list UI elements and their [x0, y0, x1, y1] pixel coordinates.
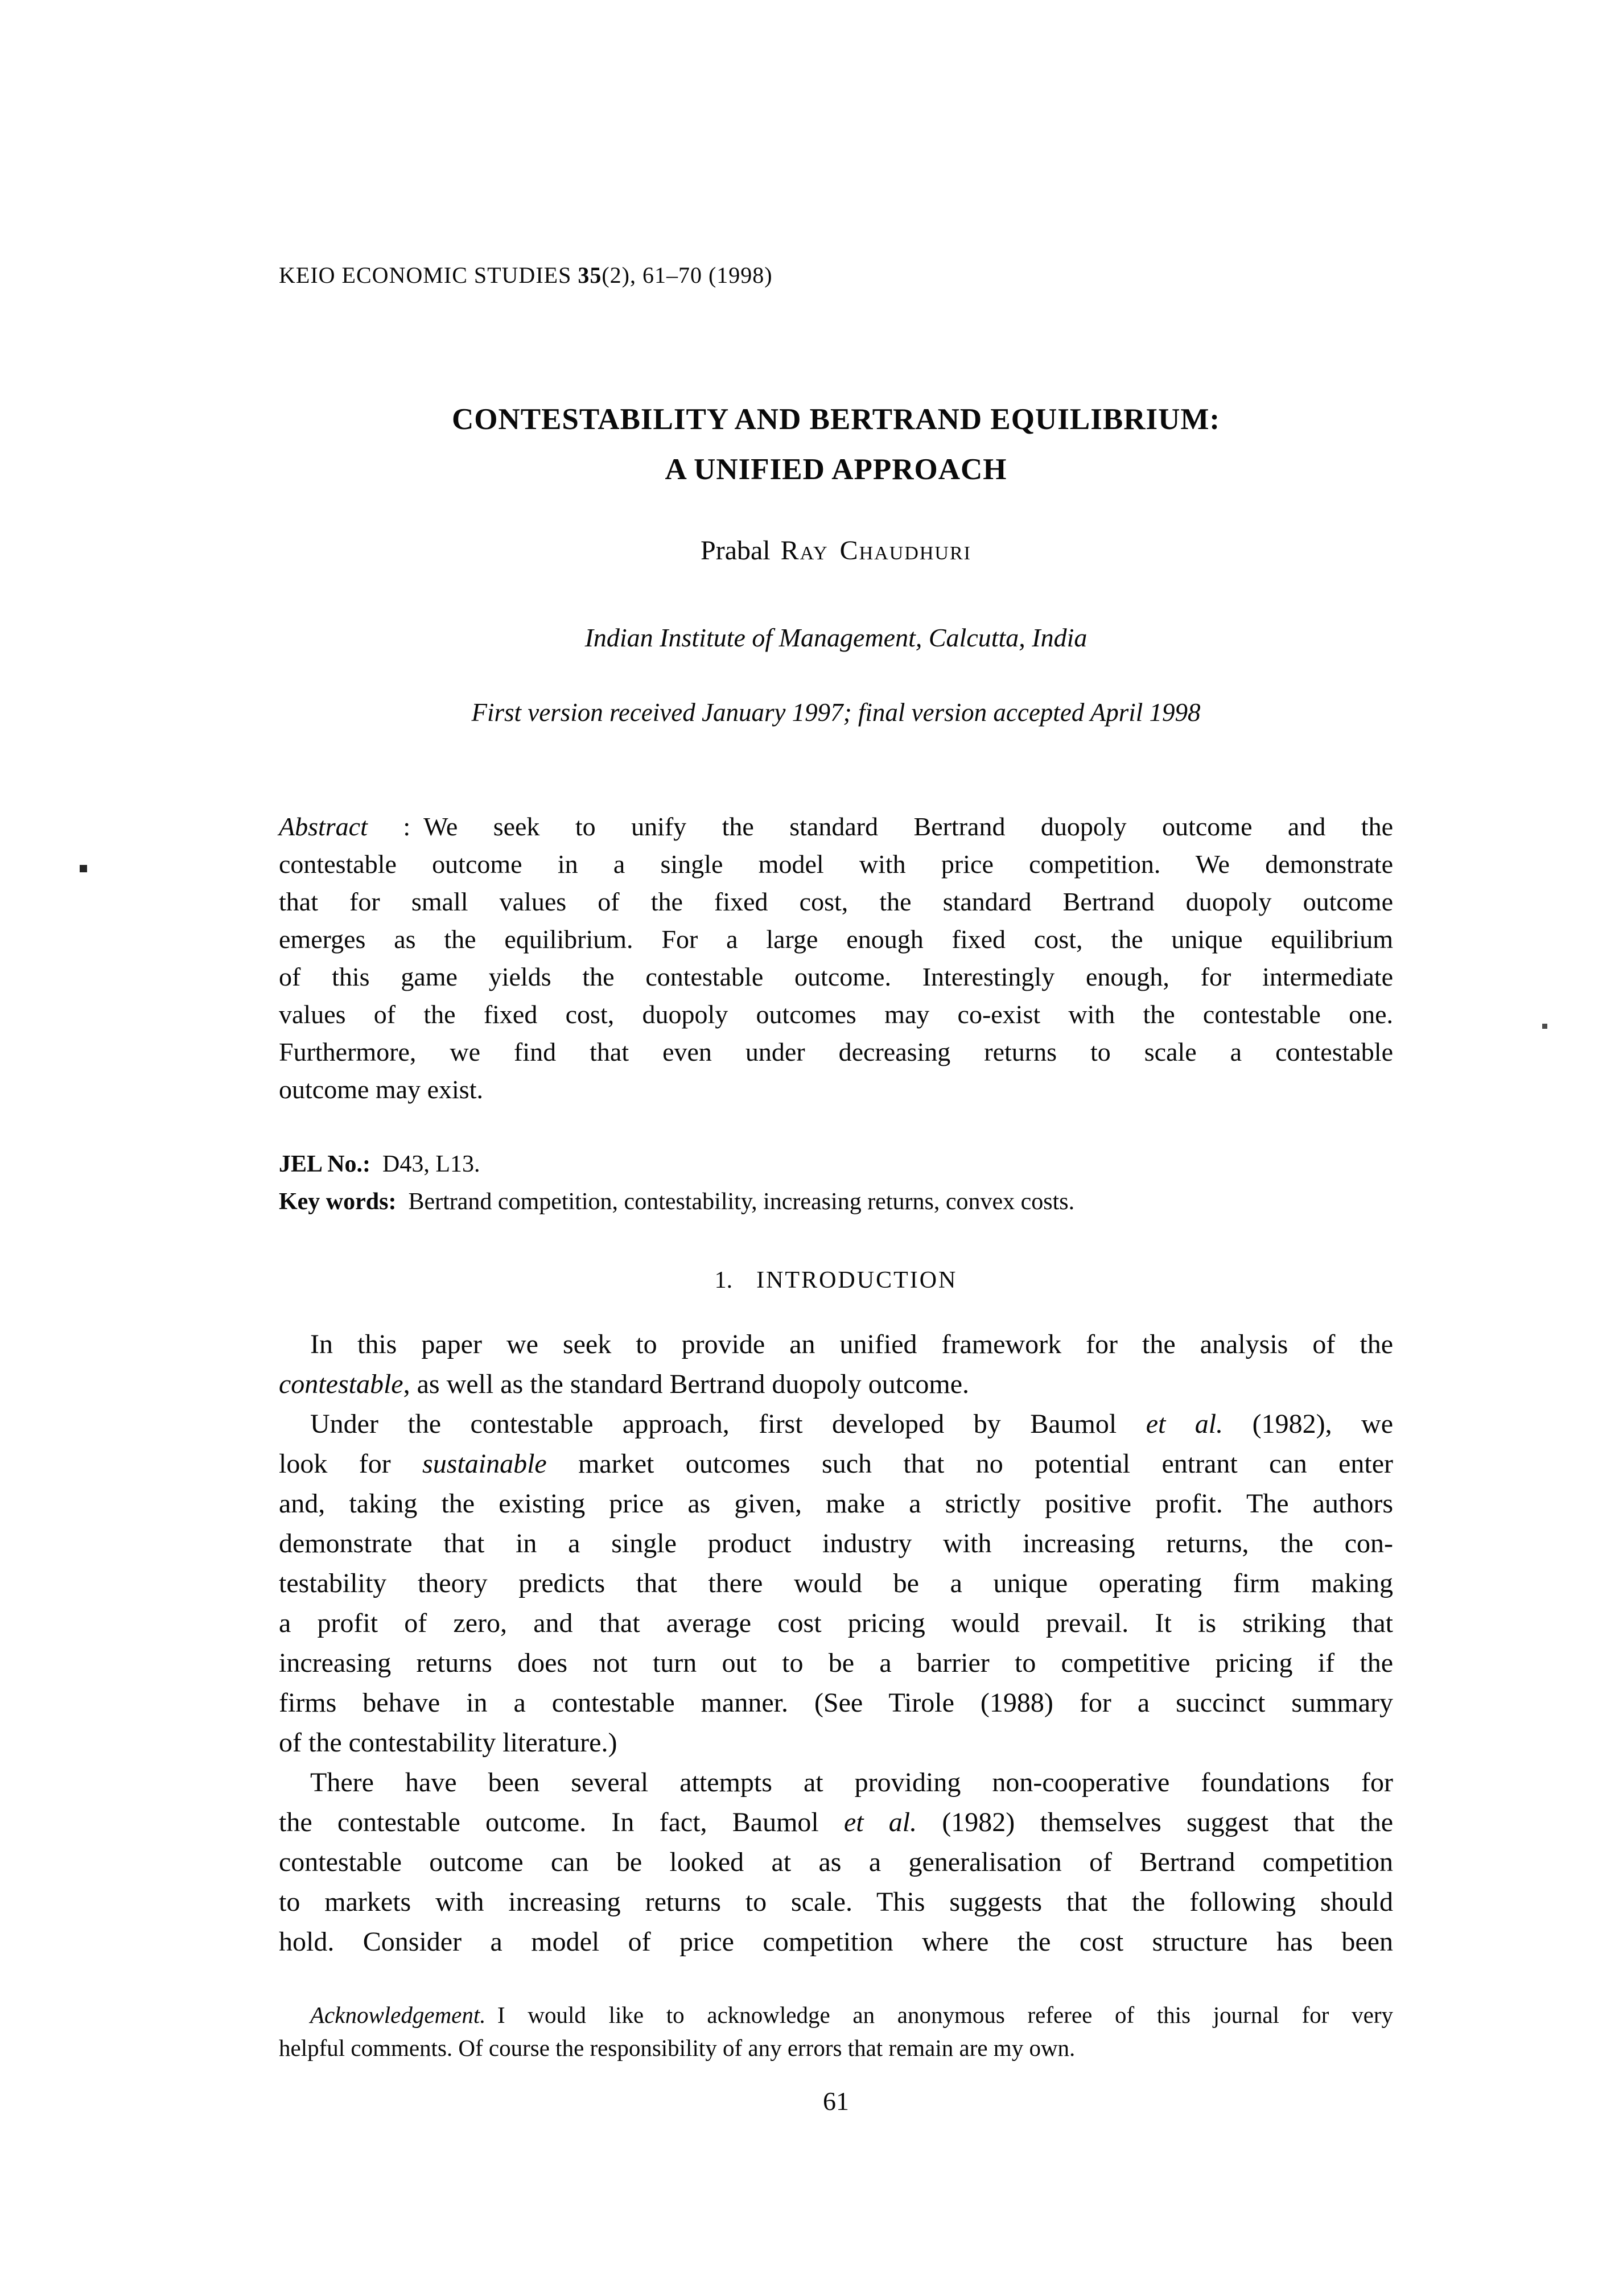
- page-number: 61: [823, 2087, 849, 2116]
- text-line: In this paper we seek to provide an unified framework for the analysis of the: [310, 1329, 1393, 1359]
- text-line: hold. Consider a model of price competition where the cost structure has been: [279, 1927, 1393, 1957]
- text-line: helpful comments. Of course the responsibility of any errors that remain are my own.: [279, 2035, 1076, 2061]
- text-line: of the contestability literature.): [279, 1728, 617, 1758]
- jel-classification: JEL No.: D43, L13.: [279, 1151, 480, 1177]
- author-affiliation: Indian Institute of Management, Calcutta, India: [584, 623, 1088, 652]
- text-line: Acknowledgement. I would like to acknowledge an anonymous referee of this journal for very: [310, 2002, 1393, 2028]
- section-label: INTRODUCTION: [756, 1267, 958, 1293]
- text-line: Furthermore, we find that even under decreasing returns to scale a contestable: [279, 1037, 1393, 1066]
- author-name: Prabal Ray Chaudhuri: [701, 535, 971, 566]
- text-line: emerges as the equilibrium. For a large enough fixed cost, the unique equilibrium: [279, 925, 1393, 954]
- paragraph: [279, 1763, 1393, 1962]
- scan-artifact-speck: [80, 865, 87, 872]
- text-line: that for small values of the fixed cost, the standard Bertrand duopoly outcome: [279, 887, 1393, 916]
- acknowledgement-footnote: [279, 1998, 1393, 2064]
- paragraph: [279, 1998, 1393, 2064]
- text-line: to markets with increasing returns to scale. This suggests that the following should: [279, 1887, 1393, 1917]
- abstract: [279, 808, 1393, 1108]
- introduction-body: [279, 1325, 1393, 1962]
- text-line: contestable outcome in a single model with price competition. We demonstrate: [279, 850, 1393, 879]
- paragraph: [279, 1325, 1393, 1404]
- text-line: firms behave in a contestable manner. (See Tirole (1988) for a succinct summary: [279, 1688, 1393, 1718]
- journal-header: KEIO ECONOMIC STUDIES 35(2), 61–70 (1998): [279, 262, 773, 288]
- text-line: There have been several attempts at providing non-cooperative foundations for: [310, 1767, 1393, 1798]
- text-line: demonstrate that in a single product industry with increasing returns, the con-: [279, 1528, 1393, 1559]
- paper-title-line1: CONTESTABILITY AND BERTRAND EQUILIBRIUM:: [451, 403, 1221, 436]
- scan-artifact-speck: [1542, 1024, 1547, 1029]
- text-line: Under the contestable approach, first developed by Baumol et al. (1982), we: [310, 1409, 1394, 1439]
- section-number: 1.: [714, 1267, 733, 1293]
- keywords: Key words: Bertrand competition, contestability, increasing returns, convex costs.: [279, 1189, 1075, 1215]
- text-line: the contestable outcome. In fact, Baumol et al. (1982) themselves suggest that the: [279, 1807, 1393, 1837]
- text-line: contestable outcome can be looked at as a generalisation of Bertrand competition: [279, 1847, 1393, 1877]
- text-line: testability theory predicts that there would be a unique operating firm making: [279, 1568, 1393, 1598]
- paper-title: [279, 394, 1393, 494]
- paragraph: [279, 808, 1393, 1108]
- version-received-note: First version received January 1997; final version accepted April 1998: [471, 698, 1201, 727]
- paragraph: [279, 1404, 1393, 1763]
- text-line: contestable, as well as the standard Bertrand duopoly outcome.: [279, 1369, 970, 1399]
- text-line: Abstract : We seek to unify the standard Bertrand duopoly outcome and the: [279, 812, 1393, 841]
- paper-title-line2: A UNIFIED APPROACH: [665, 453, 1007, 486]
- text-line: outcome may exist.: [279, 1075, 483, 1104]
- text-line: and, taking the existing price as given, make a strictly positive profit. The authors: [279, 1489, 1393, 1519]
- text-line: increasing returns does not turn out to be a barrier to competitive pricing if the: [279, 1648, 1393, 1678]
- text-line: a profit of zero, and that average cost pricing would prevail. It is striking that: [279, 1608, 1393, 1638]
- text-line: look for sustainable market outcomes such that no potential entrant can enter: [279, 1449, 1393, 1479]
- section-heading-introduction: [279, 1267, 1393, 1294]
- text-line: values of the fixed cost, duopoly outcomes may co-exist with the contestable one.: [279, 1000, 1393, 1029]
- text-line: of this game yields the contestable outcome. Interestingly enough, for intermediate: [279, 962, 1393, 991]
